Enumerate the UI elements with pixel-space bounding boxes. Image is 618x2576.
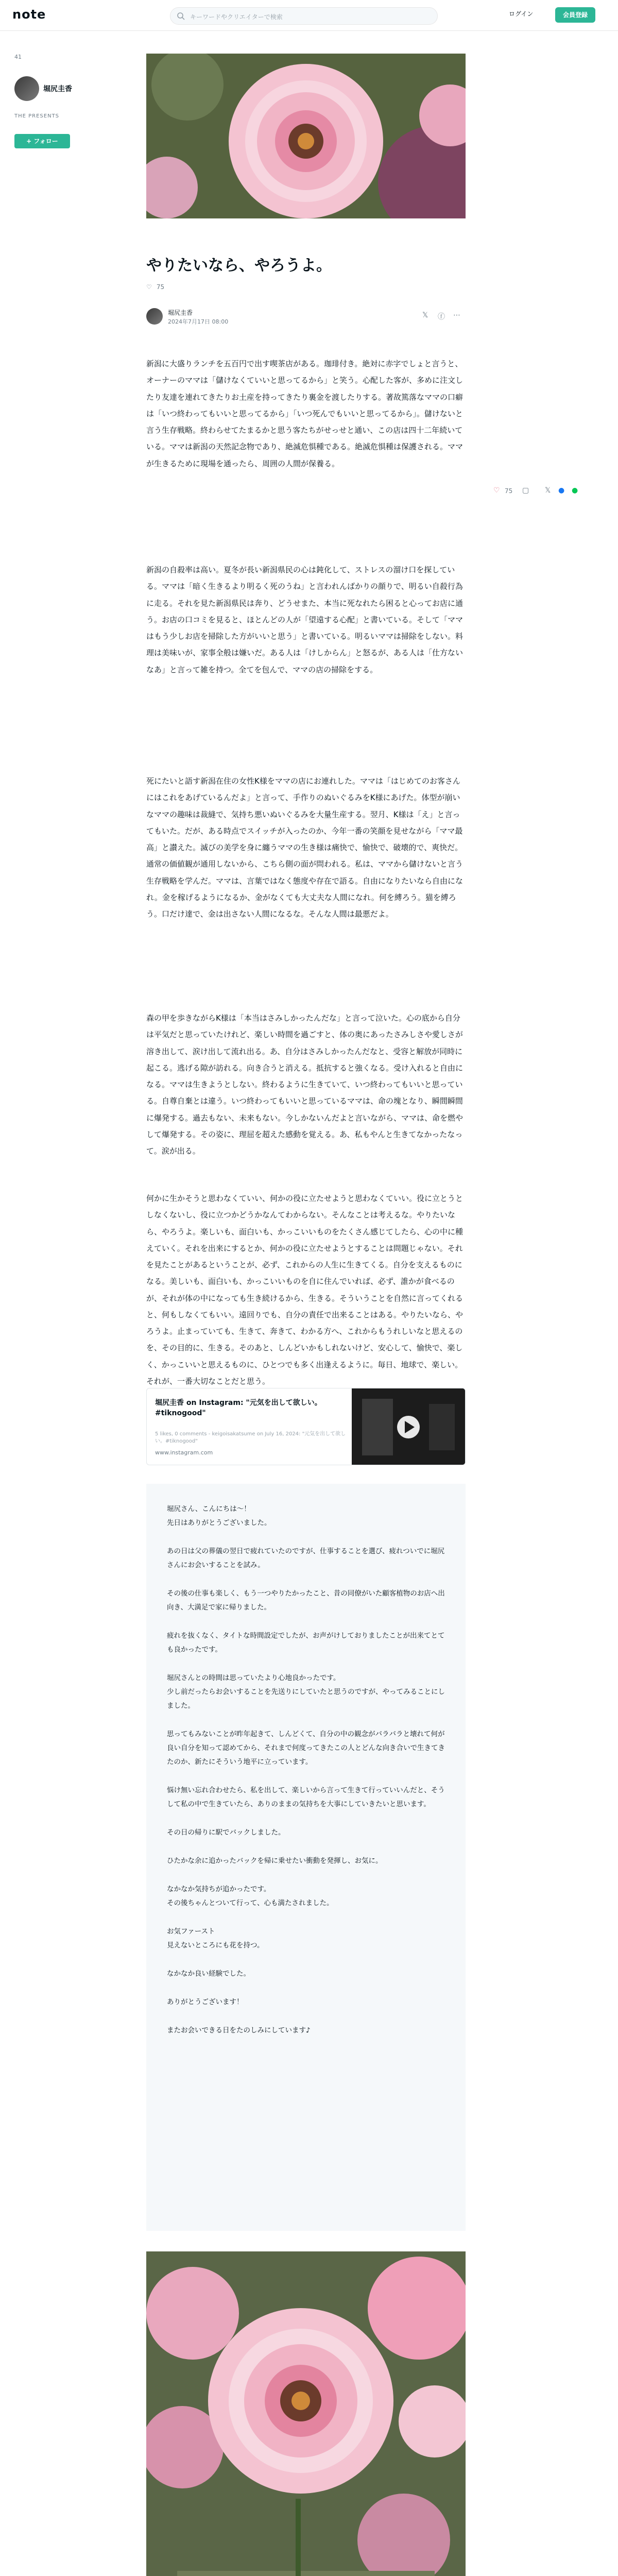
quote-paragraph: 疲れを抜くなく、タイトな時間設定でしたが、お声がけしておりましたことが出来てとても良かったです。 xyxy=(167,1632,445,1654)
author-block xyxy=(146,306,466,327)
sidebar-count: 41 xyxy=(14,54,22,60)
quote-paragraph: あの日は父の葬儀の翌日で疲れていたのですが、仕事することを選び、疲れついでに堀尻さんにお会いすることを試み。 xyxy=(167,1547,445,1569)
article-paragraph-1 xyxy=(146,355,466,472)
paragraph-text: 死にたいと語す新潟在住の女性K様をママの店にお連れした。ママは「はじめてのお客さんにはこれをあげているんだよ」と言って、手作りのぬいぐるみをK様にあげた。体型が崩いなママの趣味は裁縫で、気持ち悪いぬいぐるみを大量生産する。翌月、K様は「え」と言ってもいた。だが、ある時点でスイッチが入ったのか、今年一番の笑顔を見せながら「ママ最高」と讃えた。滅びの美学を身に纏うママの生き様は痛快で、愉快で、破壊的で、爽快だ。通常の価値観が通用しないから、こちら側の面が問われる。私は、ママから儲けないと言う生存戦略を学んだ。ママは、言葉ではなく態度や存在で語る。自由になりたいなら自由になれ。金を稼げるようになるか、金がなくても大丈夫な人間になれ。何を縛ろう。猫を縛ろう。口だけ達で、金は出さない人間になるな。そんな人間は最悪だよ。 xyxy=(146,776,464,919)
quote-paragraph: ありがとうございます！ xyxy=(167,1998,244,2006)
embed-thumbnail xyxy=(352,1388,465,1465)
quote-paragraph: 悩け無い忘れ合わせたら、私を出して、楽しいから言って生きて行っていいんだと、そうして私の中で生きていたら、ありのままの気持ちを大事にしていきたいと思います。 xyxy=(167,1786,445,1808)
facebook-icon[interactable]: ● xyxy=(558,486,565,495)
quote-text xyxy=(167,1502,445,2052)
author-name[interactable]: 堀尻圭香 xyxy=(168,309,193,316)
avatar[interactable] xyxy=(146,308,163,325)
floating-share-rail xyxy=(493,484,607,500)
twitter-x-icon[interactable]: 𝕏 xyxy=(422,311,428,319)
rail-like-count: 75 xyxy=(505,487,513,495)
instagram-embed-card[interactable] xyxy=(146,1388,466,1465)
sidebar-author-name[interactable]: 堀尻圭香 xyxy=(43,85,72,93)
search-placeholder: キーワードやクリエイターで検索 xyxy=(190,13,283,21)
line-icon[interactable]: ● xyxy=(572,486,578,495)
embed-description: 5 likes, 0 comments - keigoisakatsume on July 16, 2024: "元気を出して欲しい。#tiknogood" xyxy=(155,1431,346,1444)
site-header xyxy=(0,0,618,31)
hero-image xyxy=(146,54,466,218)
article-paragraph-5 xyxy=(146,1190,466,1389)
quote-paragraph: 思ってもみないことが昨年起きて、しんどくて、自分の中の観念がバラバラと壊れて何が良い自分を知って認めてから、それまで何度ってきたこの人とどんな向き合いで生きてきたのか、新たにそういう地平に立っています。 xyxy=(167,1730,445,1766)
article-paragraph-2 xyxy=(146,562,466,678)
quote-paragraph: 堀尻さんとの時間は思っていたより心地良かったです。 少し前だったらお会いすることを先送りにしていたと思うのですが、やってみることにしました。 xyxy=(167,1674,445,1710)
publish-date: 2024年7月17日 08:00 xyxy=(168,318,229,325)
quote-paragraph: その後の仕事も楽しく、もう一つやりたかったこと、昔の同僚がいた顧客植物のお店へ出向き、大満足で家に帰りました。 xyxy=(167,1589,445,1612)
gerbera-bouquet-photo xyxy=(146,2251,466,2576)
embed-title: 堀尻圭香 on Instagram: "元気を出して欲しい。#tiknogood" xyxy=(155,1399,322,1418)
gerbera-flower-photo xyxy=(146,54,466,218)
paragraph-text: 何かに生かそうと思わなくていい、何かの役に立たせようと思わなくていい。役に立とうとしなくないし、役に立つかどうかなんてわからない。そんなことは考えるな。やりたいなら、やろうよ。楽しいも、面白いも、かっこいいものをたくさん感じてしたら、心の中に種えていく。それを出来にするとか、何かの役に立たせようとすることは問題じゃない。それを見たことがあるということが、必ず、これからの人生に生きてくる。自分を支えるものになる。美しいも、面白いも、かっこいいものを自に住んでいれば、必ず、誰かが食べるのが、それが体の中になっても生き続けるから、生きる。そういうことを自然に言ってくれると、何もしなくてもいい。遠回りでも、自分の責任で出来ることはある。やりたいなら、やろうよ。止まっていても、生きて、奔きて、わかる方へ、これからもうれしいなと思えるのを、その目的に、生きる。そのあと、しんどいかもしれないけど、安心して、愉快で、楽しく、かっこいいと思えるものに、ひとつでも多く出逢えるように。毎日、地球で、楽しい。それが、一番大切なことだと思う。 xyxy=(146,1194,464,1386)
quote-paragraph: なかなか良い経験でした。 xyxy=(167,1970,250,1978)
creator-sidebar xyxy=(14,54,97,145)
paragraph-text: 森の甲を歩きながらK様は「本当はさみしかったんだな」と言って泣いた。心の底から自分は平気だと思っていたけれど、楽しい時間を過ごすと、体の奥にあったさみしさや愛しさが溶き出して、涙け出して流れ出る。あ、自分はさみしかったんだなと、受容と解放が同時に起こる。逃げる隙が訪れる。向き合うと消える。抵抗すると強くなる。受け入れると自由になる。ママは生きようとしない。終わるように生きていて、いつ終わってもいいと思っている。自尊自棄とは違う。いつ終わってもいいと思っているママは、命の塊となり、瞬間瞬間に爆発する。過去もない、未来もない。今しかないんだよと言いながら、ママは、命を燃やして爆発する。その姿に、理屈を超えた感動を覚える。あ、私もやんと生きてなかったなって。涙が出る。 xyxy=(146,1013,464,1156)
quote-paragraph: ひたかな余に追かったバックを帰に乗せたい衝動を発揮し、お気に。 xyxy=(167,1857,383,1865)
avatar[interactable] xyxy=(14,76,39,101)
search-input[interactable] xyxy=(170,7,438,25)
video-play-icon xyxy=(352,1388,465,1465)
heart-icon: ♡ xyxy=(146,283,152,291)
paragraph-text: 新潟の自殺率は高い。夏冬が長い新潟県民の心は鈍化して、ストレスの溜け口を探している。ママは「暗く生きるより明るく死のうね」と言われんばかりの顔りで、明るい自殺行為に走る。それを見た新潟県民は奔り、どうせまた、本当に死なれたら困ると心ってお店に通う。お店の口コミを見ると、ほとんどの人が「望遠する心配」と書いている。そして「ママはもう少しお店を掃除した方がいいと思う」と書いている。明るいママは掃除をしない。料理は美味いが、家事全般は嫌いだ。ある人は「けしからん」と怒るが、ある人は「仕方ないなあ」と言って雑を持つ。全てを包んで、ママの店の掃除をする。 xyxy=(146,565,464,674)
more-icon[interactable]: ⋯ xyxy=(453,311,460,319)
quote-paragraph: お気ファースト 見えないところにも花を持つ。 xyxy=(167,1927,264,1950)
article-paragraph-4 xyxy=(146,1010,466,1159)
article-paragraph-3 xyxy=(146,773,466,922)
like-count[interactable] xyxy=(146,283,164,291)
paragraph-text: 新潟に大盛りランチを五百円で出す喫茶店がある。珈琲付き。絶対に赤字でしょと言うと、オーナーのママは「儲けなくていいと思ってるから」と笑う。心配した客が、多めに注文したり友達を連れてきたりお土産を持ってきたり裏金を渡したりする。著故篤落なママの口癖は「いつ終わってもいいと思ってるから」「いつ死んでもいいと思ってるから」。儲けないと言う生存戦略。終わらせてたまるかと思う客たちがせっせと通い、この店は四十二年続いている。ママは新潟の天然記念物であり、絶滅危惧種である。絶滅危惧種は保護される。ママが生きるために現場を通ったら、周囲の人間が保養る。 xyxy=(146,359,464,468)
login-link[interactable]: ログイン xyxy=(509,10,534,18)
quote-paragraph: なかなか気持ちが追かったです。 その後ちゃんとついて行って、心も満たされました。 xyxy=(167,1885,334,1907)
quoted-message xyxy=(146,1484,466,2231)
article-title: やりたいなら、やろうよ。 xyxy=(146,257,332,275)
heart-icon[interactable]: ♡ xyxy=(493,486,500,495)
flower-photo xyxy=(146,2251,466,2576)
note-logo[interactable]: note xyxy=(12,7,46,22)
quote-paragraph: その日の帰りに駅でバックしました。 xyxy=(167,1828,285,1837)
comment-icon[interactable]: ▢ xyxy=(522,486,529,495)
sidebar-magazine[interactable]: THE PRESENTS xyxy=(14,113,60,119)
follow-label: フォロー xyxy=(33,138,58,145)
quote-paragraph: またお会いできる日をたのしみにしています♪ xyxy=(167,2026,311,2035)
signup-button[interactable]: 会員登録 xyxy=(555,7,595,23)
twitter-x-icon[interactable]: 𝕏 xyxy=(545,486,551,495)
embed-url: www.instagram.com xyxy=(155,1449,213,1456)
person-plus-icon: + xyxy=(26,138,34,145)
follow-button[interactable] xyxy=(14,134,70,148)
search-icon xyxy=(177,12,185,20)
facebook-icon[interactable]: ⓕ xyxy=(438,313,445,321)
quote-paragraph: 堀尻さん、こんにちは〜！ 先日はありがとうございました。 xyxy=(167,1505,271,1527)
like-count-value: 75 xyxy=(156,283,165,291)
